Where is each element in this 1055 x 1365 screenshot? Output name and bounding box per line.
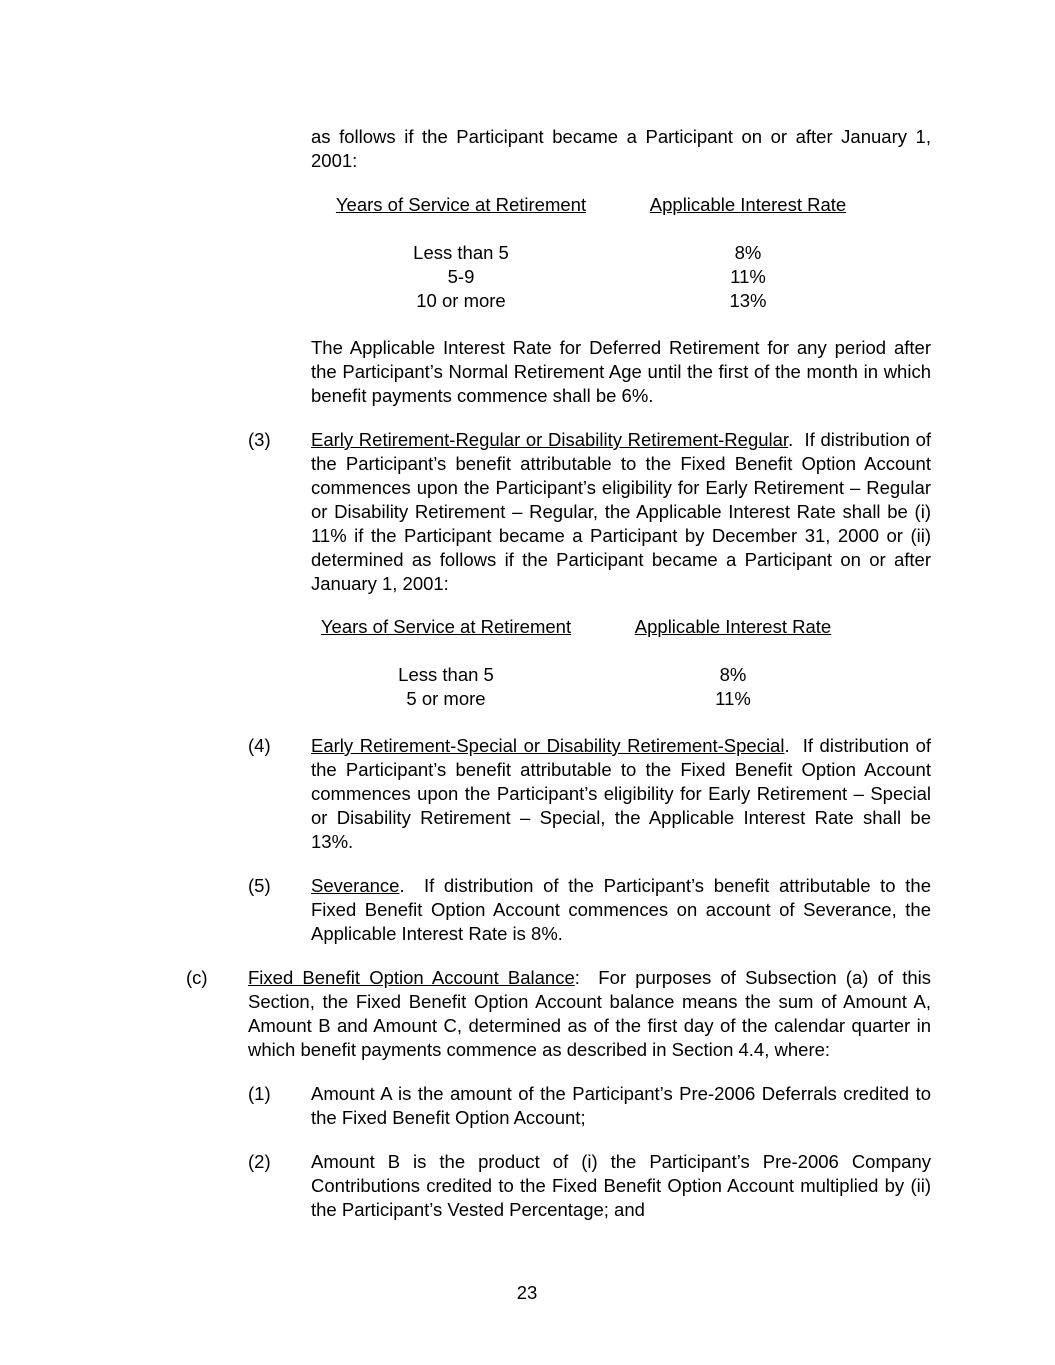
table1-header-years: Years of Service at Retirement [335,194,587,215]
item3-body: If distribution of the Participant’s benefit attributable to the Fixed Benefit Option Account commences upon the Participant’s eligibility for Early Retirement – Regular or Disability Retirement – Regular, the Applicable Interest Rate shall be (i) 11% if the Participant became a Participant by December 31, 2000 or (ii) determined as follows if the Participant became a Participant on or after January 1, 2001: [311,429,931,594]
item3-number: (3) [248,429,271,450]
table1-header-rate: Applicable Interest Rate [649,194,847,215]
sub1-number: (1) [248,1083,271,1104]
item4-number: (4) [248,735,271,756]
table2-row2-rate: 11% [715,688,751,709]
table2-header-years: Years of Service at Retirement [320,616,572,637]
item4-body: If distribution of the Participant’s benefit attributable to the Fixed Benefit Option Account commences upon the Participant’s eligibility for Early Retirement – Special or Disability Retirement – Special, the Applicable Interest Rate shall be 13%. [311,735,931,852]
item5-number: (5) [248,875,271,896]
item5-paragraph: Severance. If distribution of the Participant’s benefit attributable to the Fixed Benefit Option Account commences on account of Severance, the Applicable Interest Rate is 8%. [311,875,931,944]
table2-row2-years: 5 or more [406,688,486,709]
table1-row2-years: 5-9 [447,266,475,287]
table1-row3-rate: 13% [729,290,767,311]
item4-heading: Early Retirement-Special or Disability Retirement-Special [311,735,785,756]
table2-row1-years: Less than 5 [398,664,494,685]
section-c-number: (c) [186,967,208,988]
item3-heading: Early Retirement-Regular or Disability Retirement-Regular [311,429,789,450]
item5-heading: Severance [311,875,400,896]
table1-row2-rate: 11% [730,266,766,287]
table1-row3-years: 10 or more [416,290,506,311]
section-c-heading: Fixed Benefit Option Account Balance [248,967,575,988]
page-number: 23 [516,1282,538,1303]
table2-header-rate: Applicable Interest Rate [634,616,832,637]
item3-paragraph: Early Retirement-Regular or Disability Retirement-Regular. If distribution of the Participant’s benefit attributable to the Fixed Benefit Option Account commences upon the Participant’s eligibility for Early Retirement – Regular or Disability Retirement – Regular, the Applicable Interest Rate shall be (i) 11% if the Participant became a Participant by December 31, 2000 or (ii) determined as follows if the Participant became a Participant on or after January 1, 2001: [311,429,931,594]
sub2-number: (2) [248,1151,271,1172]
deferred-retirement-paragraph: The Applicable Interest Rate for Deferred Retirement for any period after the Participant’s Normal Retirement Age until the first of the month in which benefit payments commence shall be 6%. [311,337,931,406]
sub2-paragraph: Amount B is the product of (i) the Participant’s Pre-2006 Company Contributions credited to the Fixed Benefit Option Account multiplied by (ii) the Participant’s Vested Percentage; and [311,1151,931,1220]
section-c-body: For purposes of Subsection (a) of this Section, the Fixed Benefit Option Account balance means the sum of Amount A, Amount B and Amount C, determined as of the first day of the calendar quarter in which benefit payments commence as described in Section 4.4, where: [248,967,931,1060]
intro-paragraph: as follows if the Participant became a Participant on or after January 1, 2001: [311,126,931,171]
item5-body: If distribution of the Participant’s benefit attributable to the Fixed Benefit Option Account commences on account of Severance, the Applicable Interest Rate is 8%. [311,875,931,944]
table1-row1-rate: 8% [734,242,762,263]
section-c-paragraph: Fixed Benefit Option Account Balance: For purposes of Subsection (a) of this Section, the Fixed Benefit Option Account balance means the sum of Amount A, Amount B and Amount C, determined as of the first day of the calendar quarter in which benefit payments commence as described in Section 4.4, where: [248,967,931,1060]
table2-row1-rate: 8% [719,664,747,685]
item4-paragraph: Early Retirement-Special or Disability Retirement-Special. If distribution of the Participant’s benefit attributable to the Fixed Benefit Option Account commences upon the Participant’s eligibility for Early Retirement – Special or Disability Retirement – Special, the Applicable Interest Rate shall be 13%. [311,735,931,852]
table1-row1-years: Less than 5 [413,242,509,263]
sub1-paragraph: Amount A is the amount of the Participant’s Pre-2006 Deferrals credited to the Fixed Benefit Option Account; [311,1083,931,1128]
